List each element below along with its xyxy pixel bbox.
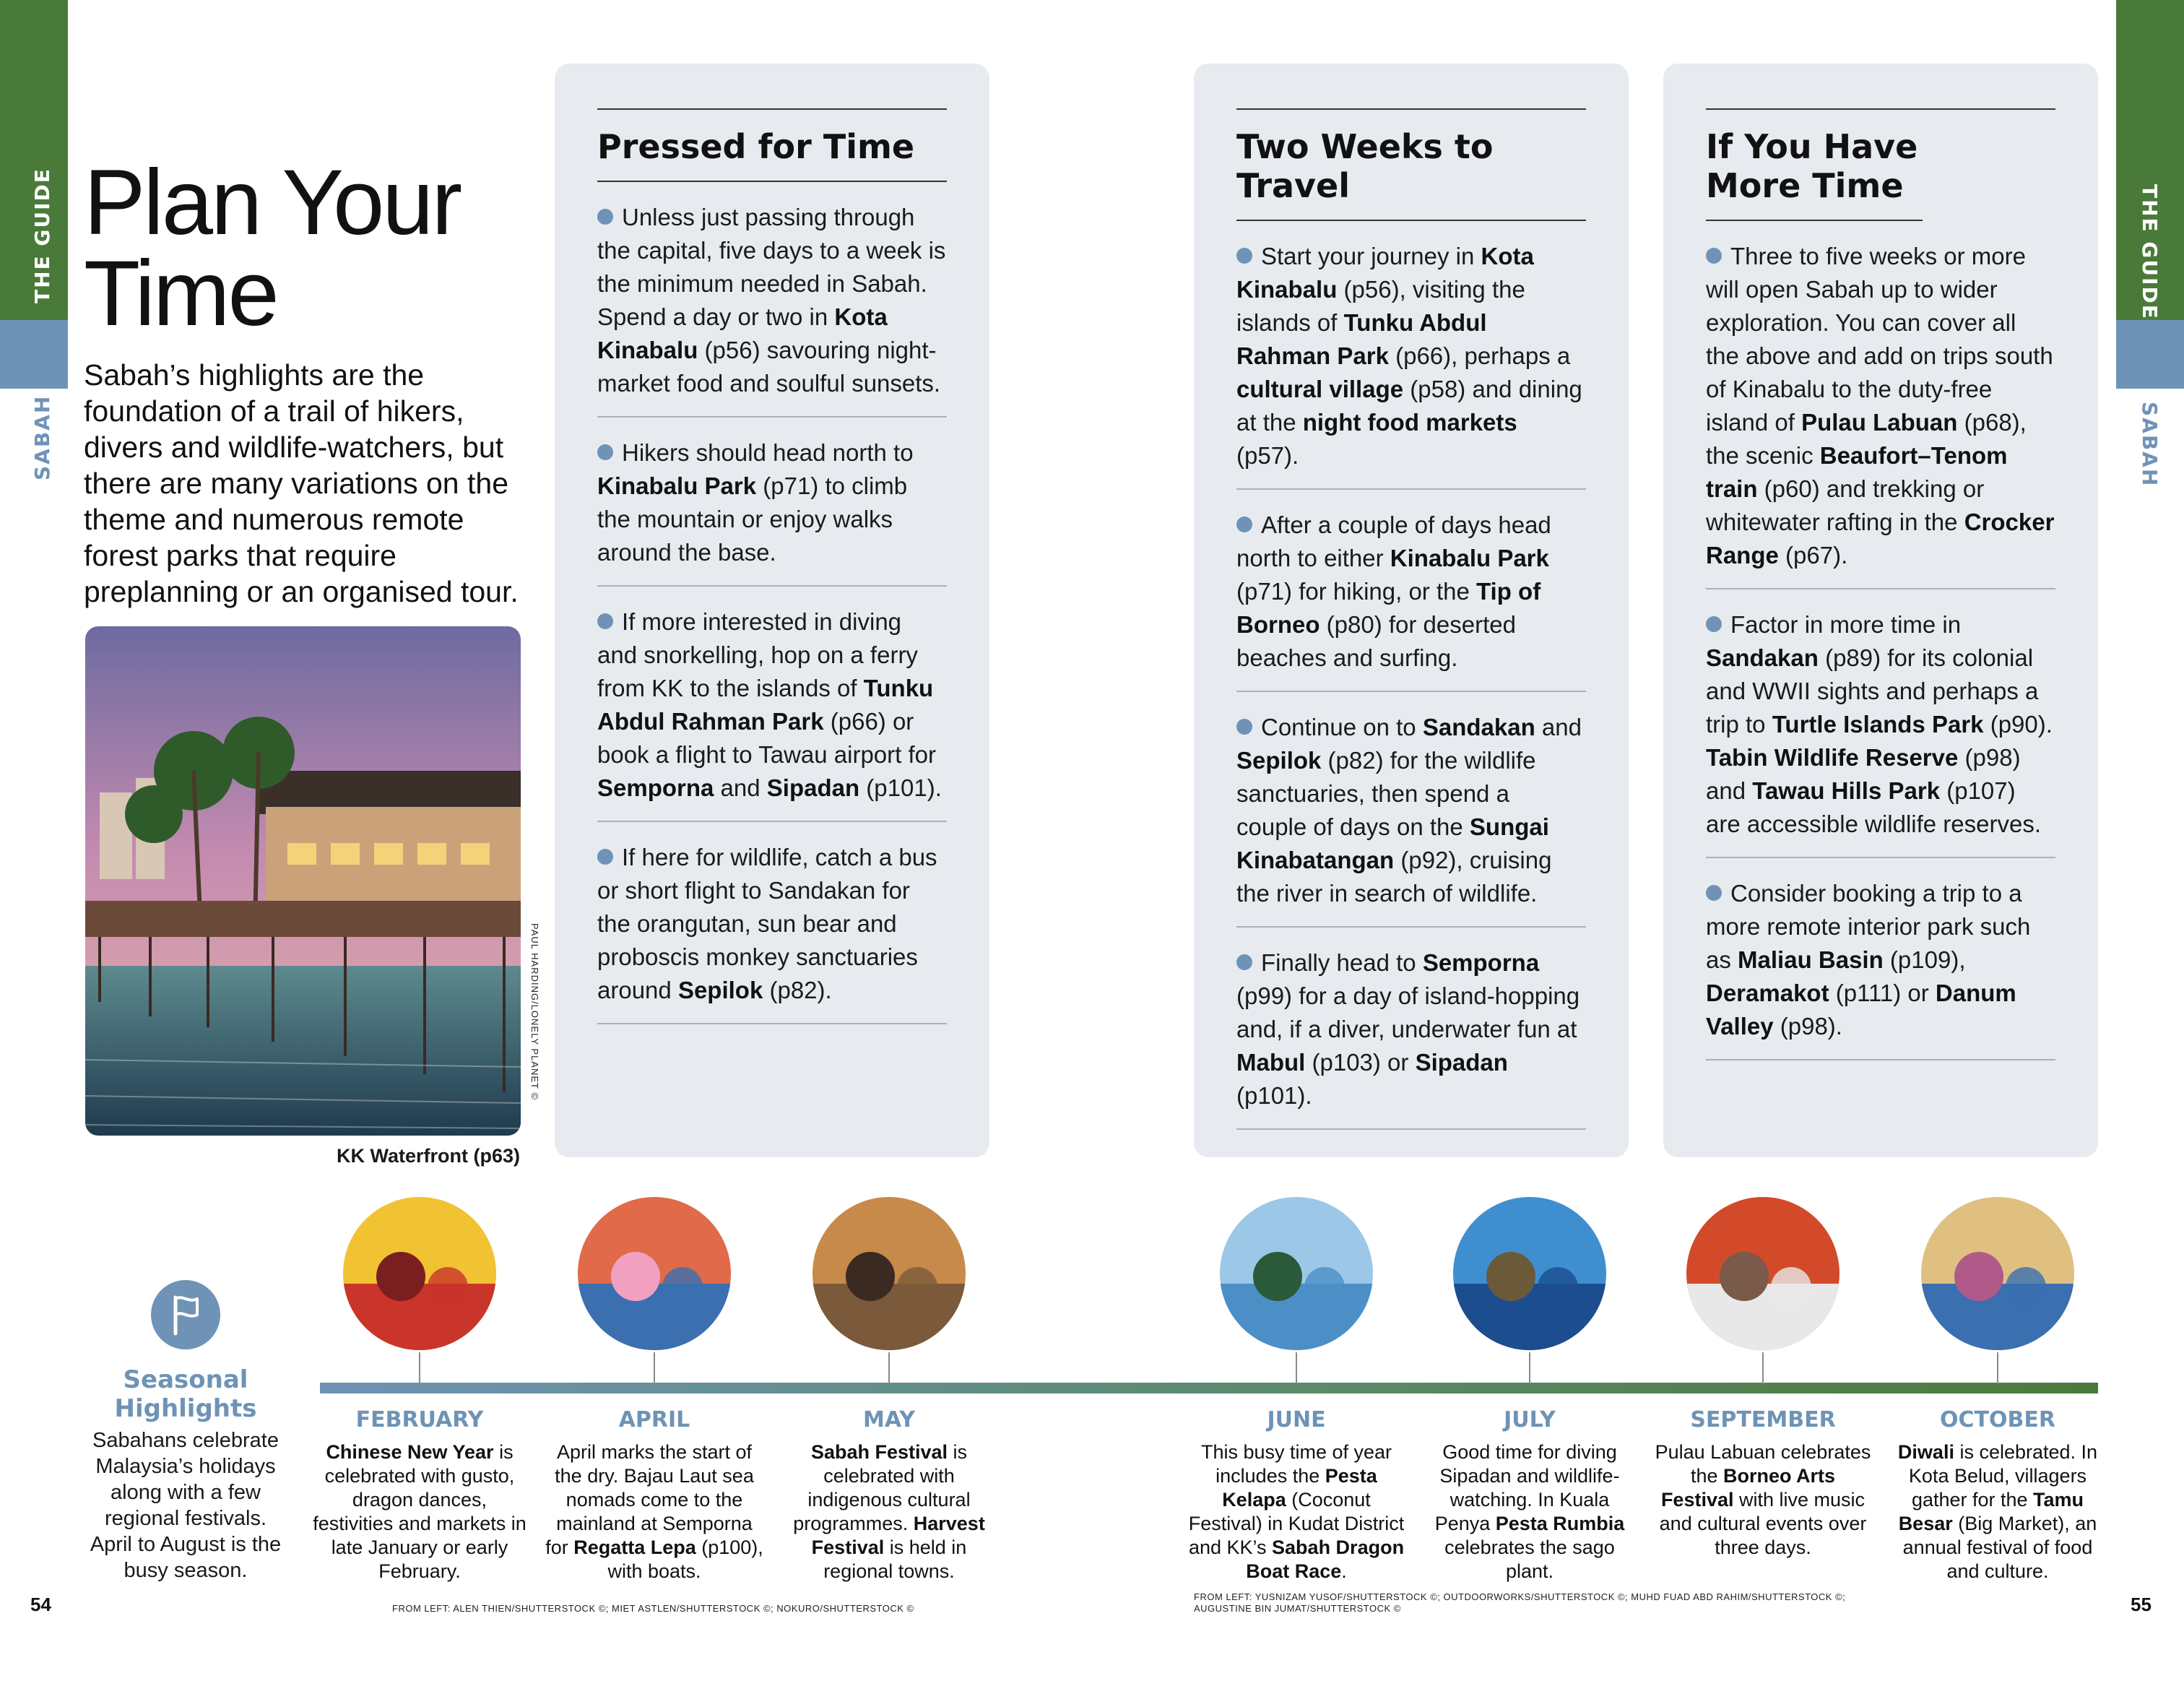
entry-text: (p57). xyxy=(1236,442,1299,469)
card-entries xyxy=(597,182,947,1024)
entry-text: and xyxy=(1535,714,1582,740)
bullet-dot-icon xyxy=(1706,885,1722,901)
month-label: JULY xyxy=(1504,1407,1556,1432)
month-text: is celebrated. In Kota Belud, villagers gather for the xyxy=(1908,1441,2098,1511)
entry-text: (p89) for its colonial and WWII sights and perhaps a trip to xyxy=(1706,644,2039,738)
credit-right-line-2: AUGUSTINE BIN JUMAT/SHUTTERSTOCK © xyxy=(1194,1603,1401,1614)
entry-text: (p67). xyxy=(1778,542,1848,569)
month-description xyxy=(1187,1440,1406,1583)
card-pressed-for-time xyxy=(555,64,989,1157)
seasonal-title xyxy=(79,1365,292,1423)
entry-text: If here for wildlife, catch a bus or short flight to Sandakan for the orangutan, sun bear and proboscis monkey sanctuaries around xyxy=(597,844,937,1003)
month-description xyxy=(779,1440,999,1583)
entry-bold-text: Crocker Range xyxy=(1706,509,2055,569)
entry-bold-text: Kinabalu Park xyxy=(1390,545,1549,571)
timeline-tick xyxy=(1762,1352,1764,1384)
itinerary-entry xyxy=(597,182,947,418)
entry-bold-text: Kinabalu Park xyxy=(597,472,757,499)
card-heading: Pressed for Time xyxy=(597,110,947,182)
entry-text: (p111) or xyxy=(1829,980,1936,1006)
entry-text: (p68), the scenic xyxy=(1706,409,2027,469)
page-title-line-1: Plan Your xyxy=(84,151,461,254)
itinerary-entry xyxy=(1236,221,1586,490)
credit-right-line-1: FROM LEFT: YUSNIZAM YUSOF/SHUTTERSTOCK ©; OUTDOORWORKS/SHUTTERSTOCK ©; MUHD FUAD ABD RAHIM/SHUTTERSTOCK ©; xyxy=(1194,1591,1846,1602)
bullet-dot-icon xyxy=(597,613,613,629)
entry-bold-text: Maliau Basin xyxy=(1738,946,1884,973)
entry-bold-text: Sepilok xyxy=(677,977,763,1003)
month-description xyxy=(545,1440,764,1583)
month-bold-text: Sabah Festival xyxy=(810,1441,948,1463)
itinerary-entry xyxy=(1236,928,1586,1130)
timeline-tick xyxy=(1997,1352,1998,1384)
bullet-dot-icon xyxy=(1706,616,1722,632)
entry-text: and xyxy=(714,774,767,801)
festival-photo-october xyxy=(1921,1197,2074,1350)
page-title-line-2: Time xyxy=(84,242,277,345)
entry-bold-text: Sandakan xyxy=(1706,644,1819,671)
entry-bold-text: Tip of Borneo xyxy=(1236,578,1541,638)
bullet-dot-icon xyxy=(1236,719,1252,735)
entry-text: (p101). xyxy=(859,774,942,801)
bullet-dot-icon xyxy=(1236,517,1252,532)
entry-text: Start your journey in xyxy=(1261,243,1481,269)
entry-bold-text: Sipadan xyxy=(766,774,860,801)
entry-text: Factor in more time in xyxy=(1730,611,1962,638)
month-text: is celebrated with indigenous cultural programmes. xyxy=(793,1441,971,1534)
timeline-tick xyxy=(1296,1352,1297,1384)
entry-text: After a couple of days head north to either xyxy=(1236,511,1551,571)
photo-credit: PAUL HARDING/LONELY PLANET © xyxy=(529,923,540,1100)
entry-bold-text: Tabin Wildlife Reserve xyxy=(1706,744,1959,771)
left-sabah-label: SABAH xyxy=(30,394,54,480)
entry-text: (p58) and dining at the xyxy=(1236,376,1582,436)
card-more-time-content xyxy=(1706,108,2055,1060)
entry-text: (p99) for a day of island-hopping and, if a diver, underwater fun at xyxy=(1236,982,1580,1042)
month-bold-text: Regatta Lepa xyxy=(573,1537,696,1558)
month-text: (p100), with boats. xyxy=(607,1537,763,1582)
bullet-dot-icon xyxy=(1236,248,1252,264)
bullet-dot-icon xyxy=(597,849,613,865)
itinerary-entry xyxy=(1706,221,2055,589)
left-guide-tab-label: THE GUIDE xyxy=(30,168,54,303)
month-description xyxy=(1888,1440,2107,1583)
itinerary-entry xyxy=(1706,589,2055,858)
entry-text: (p56) savouring night-market food and soulful sunsets. xyxy=(597,337,941,397)
left-sabah-tab xyxy=(0,320,68,389)
month-bold-text: Borneo Arts Festival xyxy=(1660,1465,1836,1511)
entry-text: (p80) for deserted beaches and surfing. xyxy=(1236,611,1516,671)
month-text: with live music and cultural events over three days. xyxy=(1659,1489,1867,1558)
entry-bold-text: Sipadan xyxy=(1415,1049,1508,1076)
bullet-dot-icon xyxy=(1706,248,1722,264)
entry-bold-text: Semporna xyxy=(1422,949,1540,976)
festival-photo-june xyxy=(1220,1197,1373,1350)
card-entries xyxy=(1236,221,1586,1130)
seasonal-title-line-2: Highlights xyxy=(114,1394,257,1423)
month-description xyxy=(310,1440,529,1583)
right-sabah-label: SABAH xyxy=(2138,402,2162,488)
month-label: OCTOBER xyxy=(1940,1407,2055,1432)
seasonal-text: Sabahans celebrate Malaysia’s holidays along with a few regional festivals. April to August is the busy season. xyxy=(90,1429,282,1582)
card-heading: If You Have More Time xyxy=(1706,110,1923,221)
entry-text: (p82) for the wildlife sanctuaries, then spend a couple of days on the xyxy=(1236,747,1536,840)
month-text: This busy time of year includes the xyxy=(1200,1441,1392,1487)
card-pressed-for-time-content xyxy=(597,108,947,1024)
entry-bold-text: Sepilok xyxy=(1236,747,1322,774)
entry-bold-text: Semporna xyxy=(597,774,714,801)
month-bold-text: Pesta Rumbia xyxy=(1495,1513,1625,1534)
bullet-dot-icon xyxy=(597,444,613,460)
card-heading: Two Weeks to Travel xyxy=(1236,110,1586,221)
entry-text: Continue on to xyxy=(1261,714,1423,740)
entry-bold-text: Pulau Labuan xyxy=(1801,409,1958,436)
festival-photo-september xyxy=(1686,1197,1840,1350)
entry-bold-text: Kota Kinabalu xyxy=(597,303,888,363)
right-guide-tab-label: THE GUIDE xyxy=(2138,184,2162,320)
entry-bold-text: Tawau Hills Park xyxy=(1752,777,1941,804)
month-label: FEBRUARY xyxy=(355,1407,484,1432)
entry-bold-text: Mabul xyxy=(1236,1049,1306,1076)
photo-caption: KK Waterfront (p63) xyxy=(337,1145,520,1167)
timeline-bar xyxy=(320,1383,2098,1393)
entry-bold-text: Turtle Islands Park xyxy=(1772,711,1984,738)
page-number-right: 55 xyxy=(2131,1594,2152,1615)
month-bold-text: Chinese New Year xyxy=(326,1441,494,1463)
itinerary-entry xyxy=(1236,490,1586,692)
month-text: Pulau Labuan celebrates the xyxy=(1655,1441,1871,1487)
entry-text: Finally head to xyxy=(1261,949,1423,976)
entry-text: (p109), xyxy=(1883,946,1966,973)
entry-bold-text: Deramakot xyxy=(1706,980,1829,1006)
festival-photo-may xyxy=(812,1197,966,1350)
entry-text: (p101). xyxy=(1236,1082,1312,1109)
month-bold-text: Tamu Besar xyxy=(1898,1489,2084,1534)
entry-text: (p71) for hiking, or the xyxy=(1236,578,1476,605)
entry-bold-text: Beaufort–Tenom train xyxy=(1706,442,2008,502)
month-bold-text: Diwali xyxy=(1897,1441,1954,1463)
month-bold-text: Pesta Kelapa xyxy=(1222,1465,1377,1511)
entry-bold-text: cultural village xyxy=(1236,376,1404,402)
entry-text: (p90). xyxy=(1983,711,2053,738)
right-sabah-tab xyxy=(2116,320,2184,389)
card-two-weeks-content xyxy=(1236,108,1586,1130)
bullet-dot-icon xyxy=(1236,954,1252,970)
entry-bold-text: Danum Valley xyxy=(1706,980,2016,1040)
entry-bold-text: Tunku Abdul Rahman Park xyxy=(597,675,934,735)
itinerary-entry xyxy=(597,587,947,822)
entry-text: Hikers should head north to xyxy=(622,439,914,466)
entry-text: (p98). xyxy=(1773,1013,1842,1040)
month-description xyxy=(1420,1440,1639,1583)
entry-text: (p56), visiting the islands of xyxy=(1236,276,1525,336)
month-label: SEPTEMBER xyxy=(1690,1407,1836,1432)
month-text: is celebrated with gusto, dragon dances, festivities and markets in late January or early February. xyxy=(313,1441,526,1582)
month-label: JUNE xyxy=(1267,1407,1326,1432)
entry-text: Three to five weeks or more will open Sabah up to wider exploration. You can cover all the above and add on trips south of Kinabalu to the duty-free island of xyxy=(1706,243,2053,436)
month-text: is held in regional towns. xyxy=(823,1537,967,1582)
entry-text: (p60) and trekking or whitewater rafting in the xyxy=(1706,475,1985,535)
page-title xyxy=(84,151,532,345)
entry-bold-text: Sungai Kinabatangan xyxy=(1236,813,1549,873)
entry-text: (p82). xyxy=(763,977,832,1003)
month-text: (Big Market), an annual festival of food and culture. xyxy=(1902,1513,2097,1582)
timeline-tick xyxy=(888,1352,890,1384)
entry-text: (p66), perhaps a xyxy=(1388,342,1571,369)
kk-waterfront-photo xyxy=(85,626,521,1136)
card-more-time xyxy=(1663,64,2098,1157)
bullet-dot-icon xyxy=(597,209,613,225)
month-description xyxy=(1653,1440,1873,1560)
month-label: APRIL xyxy=(618,1407,690,1432)
credit-left: FROM LEFT: ALEN THIEN/SHUTTERSTOCK ©; MIET ASTLEN/SHUTTERSTOCK ©; NOKURO/SHUTTERSTOCK © xyxy=(392,1603,914,1614)
festival-photo-july xyxy=(1453,1197,1606,1350)
itinerary-entry xyxy=(1706,858,2055,1060)
entry-text: (p71) to climb the mountain or enjoy walks around the base. xyxy=(597,472,908,566)
month-label: MAY xyxy=(863,1407,915,1432)
itinerary-entry xyxy=(597,822,947,1024)
month-bold-text: Harvest Festival xyxy=(811,1513,985,1558)
entry-bold-text: Kota Kinabalu xyxy=(1236,243,1534,303)
entry-bold-text: night food markets xyxy=(1302,409,1517,436)
flag-icon xyxy=(151,1280,220,1349)
entry-text: Unless just passing through the capital, five days to a week is the minimum needed in Sabah. Spend a day or two in xyxy=(597,204,946,330)
month-text: . xyxy=(1341,1560,1347,1582)
entry-bold-text: Tunku Abdul Rahman Park xyxy=(1236,309,1487,369)
month-text: celebrates the sago plant. xyxy=(1444,1537,1615,1582)
entry-text: (p92), cruising the river in search of wildlife. xyxy=(1236,847,1552,907)
entry-text: (p98) and xyxy=(1706,744,2021,804)
intro-text: Sabah’s highlights are the foundation of a trail of hikers, divers and wildlife-watchers, but there are many variations on the theme and numerous remote forest parks that require preplanning or an organised tour. xyxy=(84,358,519,608)
entry-text: (p107) are accessible wildlife reserves. xyxy=(1706,777,2042,837)
entry-text: Consider booking a trip to a more remote interior park such as xyxy=(1706,880,2031,973)
entry-text: (p103) or xyxy=(1305,1049,1416,1076)
entry-bold-text: Sandakan xyxy=(1422,714,1535,740)
itinerary-entry xyxy=(597,418,947,587)
itinerary-entry xyxy=(1236,692,1586,928)
seasonal-title-line-1: Seasonal xyxy=(123,1365,248,1394)
timeline-tick xyxy=(654,1352,655,1384)
card-two-weeks xyxy=(1194,64,1629,1157)
timeline-tick xyxy=(1529,1352,1530,1384)
entry-text: If more interested in diving and snorkelling, hop on a ferry from KK to the islands of xyxy=(597,608,918,701)
festival-photo-february xyxy=(343,1197,496,1350)
card-entries xyxy=(1706,221,2055,1060)
month-bold-text: Sabah Dragon Boat Race xyxy=(1246,1537,1405,1582)
entry-text: (p66) or book a flight to Tawau airport for xyxy=(597,708,936,768)
waterfront-illustration xyxy=(85,626,521,1136)
timeline-tick xyxy=(419,1352,420,1384)
month-text: April marks the start of the dry. Bajau Laut sea nomads come to the mainland at Semporna for xyxy=(545,1441,754,1558)
month-text: (Coconut Festival) in Kudat District and KK’s xyxy=(1188,1489,1405,1558)
page-number-left: 54 xyxy=(30,1594,51,1615)
festival-photo-april xyxy=(578,1197,731,1350)
month-text: Good time for diving Sipadan and wildlife-watching. In Kuala Penya xyxy=(1434,1441,1620,1534)
